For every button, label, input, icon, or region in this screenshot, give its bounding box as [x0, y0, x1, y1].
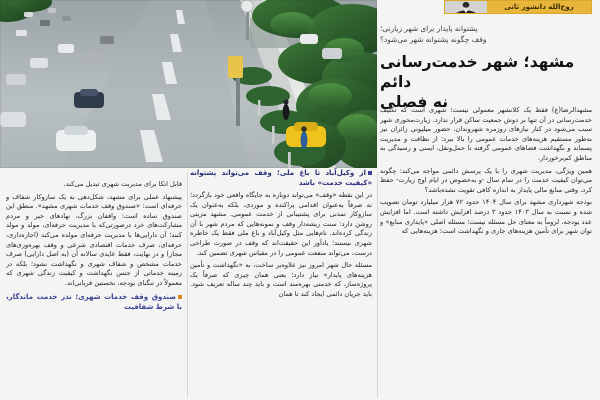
kicker-line-1: پشتوانه پایدار برای شهر زیارتی؛ — [380, 24, 478, 33]
headline-block — [380, 24, 592, 112]
section-subhead-middle — [190, 168, 372, 188]
column-divider-2 — [187, 172, 188, 398]
kicker — [380, 24, 592, 45]
article-column-middle — [190, 168, 372, 398]
paragraph: پیشنهاد عملی برای مشهد، شکل‌دهی به یک سازوکار شفاف و حرفه‌ای است: «صندوق وقف خدمات شهری مشهد». منطق این صندوق ساده است: واقفان بزرگ، نهادهای خیر و مردم مشارکت‌های خرد درصورتی‌که با مدیریت حرفه‌ای، مولد و مولد کنند؛ آن دارایی‌ها با مدیریت حرفه‌ای مولده می‌کند (اجاره‌داری، حرفه‌ای، صرف خدمات اقتصادی شرعی و وقف بهره‌وری‌های مجاز) و در نهایت، فقط عایدی سالانه آن (به اصل دارایی) صرف خدمات مشخص و شفاف شهری و نگهداشت نشود؛ بلکه در زمینه خدماتی از جنس نگهداشت و کیفیت زندگی شهری که معمولاً در تنگنای بودجه، نخستین قربانی‌اند. — [6, 192, 182, 287]
author-name: روح‌الله دانشور ثانی — [504, 3, 574, 11]
column-divider-1 — [377, 172, 378, 398]
paragraph: مشهدالرضا(ع) فقط یک کلانشهر معمولی نیست؛ شهری است که تکلیف خدمت‌رسانی در آن تنها بر دوش جمعیت ساکن قرار ندارد. زیارت‌محوری شهر سبب می‌شود در کنار نیازهای روزمره شهروندان، حضور میلیونی زائران نیز به‌طور مستقیم هزینه‌های خدمات عمومی را بالا ببرد: از نظافت و مدیریت پسماند و نگهداشت فضاهای عمومی گرفته تا حمل‌ونقل، ایمنی و رسیدگی به مناطق کم‌برخوردار. — [380, 106, 592, 162]
square-bullet-icon — [368, 171, 372, 175]
author-portrait-icon — [445, 1, 487, 13]
article-photo — [0, 0, 377, 168]
page-title — [380, 52, 592, 112]
headline-line-1: مشهد؛ شهر خدمت‌رسانی دائم — [380, 53, 575, 91]
article-column-left — [6, 180, 182, 398]
subhead-text: از وکیل‌آباد تا باغ ملی؛ وقف می‌تواند پشتوانه «کیفیت خدمت» باشد — [190, 169, 372, 187]
subhead-text: صندوق وقف خدمات شهری؛ نذر خدمت ماندگار، با شرط شفافیت — [6, 292, 182, 311]
headline-line-2: نه فصلی — [380, 93, 449, 111]
section-subhead-left — [6, 292, 182, 312]
paragraph: بودجه شهرداری مشهد برای سال ۱۴۰۴ حدود ۷۲ هزار میلیارد تومان تصویب شده و نسبت به سال ۱۴۰۳ حدود ۳ درصد افزایش داشته است. اما افزایش عدد بودجه، لزوماً به معنای حل مسئله نیست؛ مسئله اصلی «پایداری منابع» و توان شهر برای تأمین هزینه‌های جاری و نگهداشت است؛ هزینه‌هایی که — [380, 198, 592, 236]
article-column-right — [380, 106, 592, 398]
author-byline-box — [444, 0, 592, 14]
square-bullet-icon — [178, 295, 182, 299]
paragraph: در این نقطه «وقف» می‌تواند دوباره به جایگاه واقعی خود بازگردد؛ نه صرفاً به‌عنوان اقدامی پراکنده و موردی، بلکه به‌عنوان یک سازوکار تمدنی برای پشتیبانی از خدمت عمومی. مشهد مزیتی روشن دارد: سنت ریشه‌دار وقف و نمونه‌هایی که مردم شهر با آن زندگی کرده‌اند. نام‌هایی مثل وکیل‌آباد و باغ ملی فقط یک خاطره شهری نیستند؛ یادآور این حقیقت‌اند که وقف در صورت طراحی درست، می‌تواند منفعت عمومی را در مقیاس شهری تضمین کند. — [190, 191, 372, 257]
kicker-line-2: وقف چگونه پشتوانه شهر می‌شود؟ — [380, 34, 487, 44]
city-boulevard-photo-icon — [0, 0, 377, 168]
paragraph: مسئله حال شهر امروز نیز علاوه‌بر ساخت، به «نگهداشت و تأمین هزینه‌های پایدار» نیاز دارد؛ یعنی همان چیزی که صرفاً یک پروژه‌ساز، که خدمتی بهره‌مند است و باید چند ساله تعریف شود. باید جریان دائمی ایجاد کند تا همان — [190, 261, 372, 298]
paragraph: همین ویژگی، مدیریت شهری را با یک پرسش دائمی مواجه می‌کند: چگونه می‌توان کیفیت خدمت را در تمام سال -و به‌خصوص در ایام اوج زیارت- حفظ کرد، وقتی منابع مالی پایدار به اندازه کافی تقویت نشده‌باشد؟ — [380, 166, 592, 194]
paragraph: قابل اتکا برای مدیریت شهری تبدیل می‌کند. — [63, 180, 182, 188]
